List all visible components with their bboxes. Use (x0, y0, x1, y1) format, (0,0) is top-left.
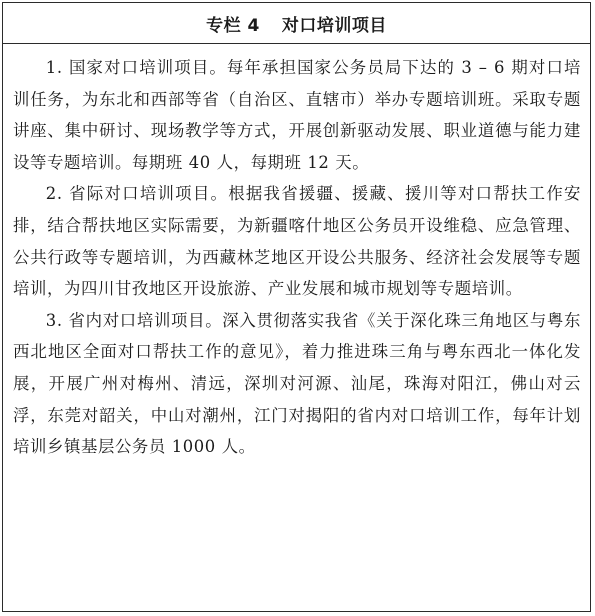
column-header (3, 3, 590, 44)
column-box (2, 2, 591, 612)
column-label: 专栏 4 (206, 15, 260, 36)
column-body (3, 44, 590, 463)
paragraph-national: 1. 国家对口培训项目。每年承担国家公务员局下达的 3 – 6 期对口培训任务，为东北和西部等省（自治区、直辖市）举办专题培训班。采取专题讲座、集中研讨、现场教学等方式，开展创新驱动发展、职业道德与能力建设等专题培训。每期班 40 人，每期班 12 天。 (13, 58, 581, 172)
column-title: 对口培训项目 (281, 15, 387, 36)
paragraph-intraprovincial: 3. 省内对口培训项目。深入贯彻落实我省《关于深化珠三角地区与粤东西北地区全面对口帮扶工作的意见》，着力推进珠三角与粤东西北一体化发展，开展广州对梅州、清远，深圳对河源、汕尾，珠海对阳江，佛山对云浮，东莞对韶关，中山对潮州，江门对揭阳的省内对口培训工作，每年计划培训乡镇基层公务员 1000 人。 (13, 310, 581, 457)
paragraph-interprovincial: 2. 省际对口培训项目。根据我省援疆、援藏、援川等对口帮扶工作安排，结合帮扶地区实际需要，为新疆喀什地区公务员开设维稳、应急管理、公共行政等专题培训，为西藏林芝地区开设公共服务、经济社会发展等专题培训，为四川甘孜地区开设旅游、产业发展和城市规划等专题培训。 (13, 184, 581, 299)
